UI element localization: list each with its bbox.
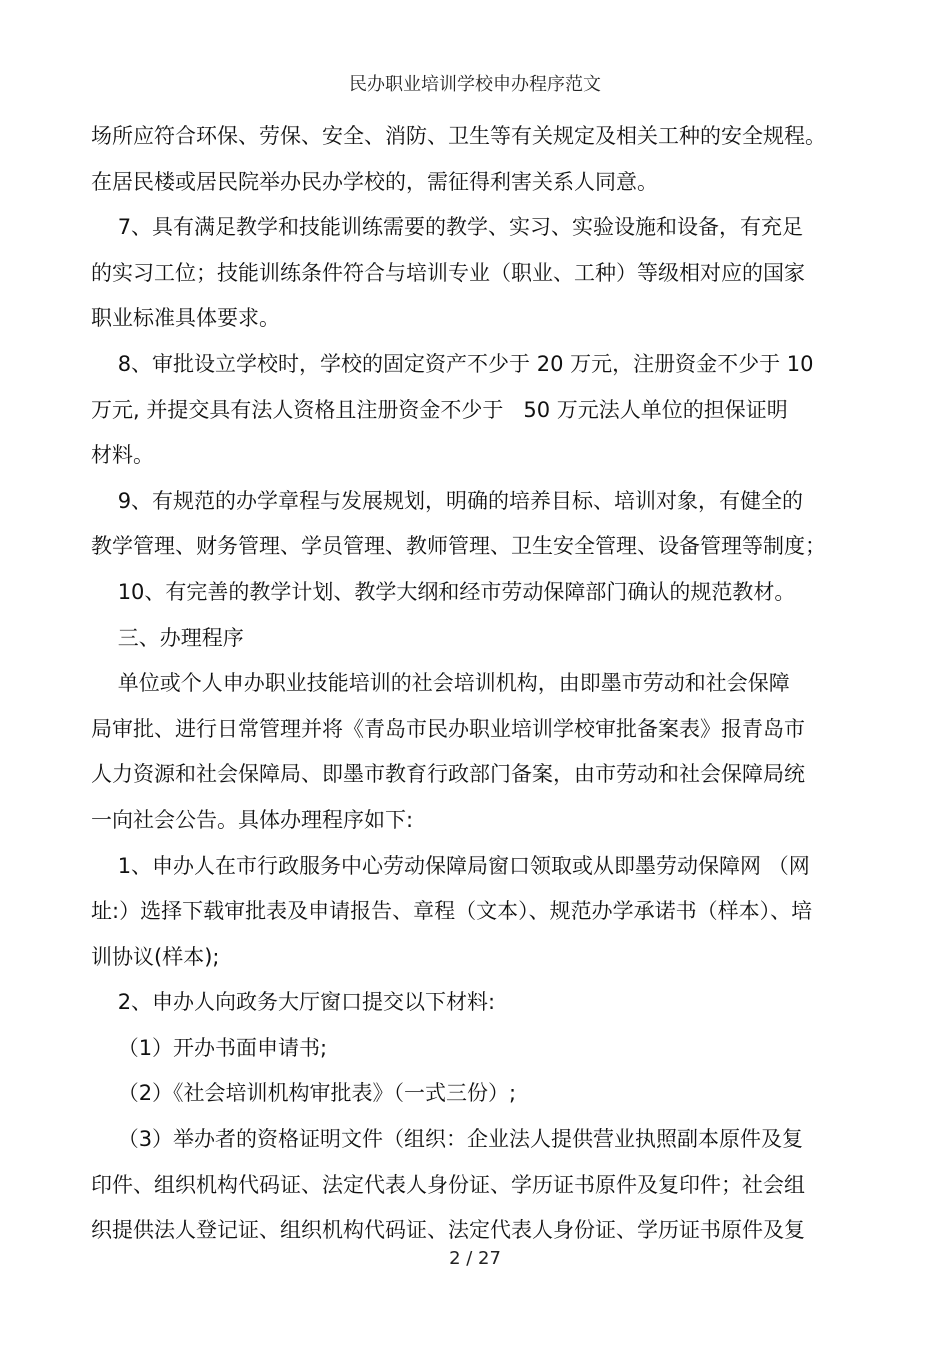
text-line: 10、有完善的教学计划、教学大纲和经市劳动保障部门确认的规范教材。 — [91, 579, 796, 604]
text-line: 2、申办人向政务大厅窗口提交以下材料: — [91, 990, 496, 1015]
text-line: 址:）选择下载审批表及申请报告、章程（文本）、规范办学承诺书（样本）、培 — [91, 899, 813, 924]
text-line: 9、有规范的办学章程与发展规划，明确的培养目标、培训对象，有健全的 — [91, 488, 804, 513]
text-line: 万元, 并提交具有法人资格且注册资金不少于 50 万元法人单位的担保证明 — [91, 397, 788, 422]
text-line: 职业标准具体要求。 — [91, 306, 280, 331]
text-line: 一向社会公告。具体办理程序如下: — [91, 807, 414, 832]
text-line: 局审批、进行日常管理并将《青岛市民办职业培训学校审批备案表》报青岛市 — [91, 716, 805, 741]
text-line: 的实习工位；技能训练条件符合与培训专业（职业、工种）等级相对应的国家 — [91, 260, 805, 285]
text-line: 织提供法人登记证、组织机构代码证、法定代表人身份证、学历证书原件及复 — [91, 1218, 805, 1243]
section-heading: 三、办理程序 — [91, 625, 244, 650]
page-number: 2 / 27 — [449, 1248, 501, 1269]
document-body — [91, 114, 861, 1254]
text-line: 人力资源和社会保障局、即墨市教育行政部门备案，由市劳动和社会保障局统 — [91, 762, 805, 787]
text-line: 场所应符合环保、劳保、安全、消防、卫生等有关规定及相关工种的安全规程。 — [91, 124, 826, 148]
text-line: 材料。 — [91, 443, 154, 468]
text-line: （1）开办书面申请书; — [91, 1035, 328, 1060]
text-line: 印件、组织机构代码证、法定代表人身份证、学历证书原件及复印件；社会组 — [91, 1172, 805, 1197]
page-header: 民办职业培训学校申办程序范文 — [349, 74, 601, 95]
text-line: （2）《社会培训机构审批表》（一式三份）; — [91, 1081, 517, 1106]
text-line: 在居民楼或居民院举办民办学校的，需征得利害关系人同意。 — [91, 169, 658, 194]
text-line: 8、审批设立学校时，学校的固定资产不少于 20 万元，注册资金不少于 10 — [91, 351, 814, 376]
text-line: 单位或个人申办职业技能培训的社会培训机构，由即墨市劳动和社会保障 — [91, 671, 790, 696]
text-line: 7、具有满足教学和技能训练需要的教学、实习、实验设施和设备，有充足 — [91, 215, 804, 240]
text-line: 1、申办人在市行政服务中心劳动保障局窗口领取或从即墨劳动保障网 （网 — [91, 853, 810, 878]
text-line: （3）举办者的资格证明文件（组织：企业法人提供营业执照副本原件及复 — [91, 1127, 804, 1152]
text-line: 教学管理、财务管理、学员管理、教师管理、卫生安全管理、设备管理等制度； — [91, 534, 826, 559]
text-line: 训协议(样本); — [91, 944, 220, 969]
